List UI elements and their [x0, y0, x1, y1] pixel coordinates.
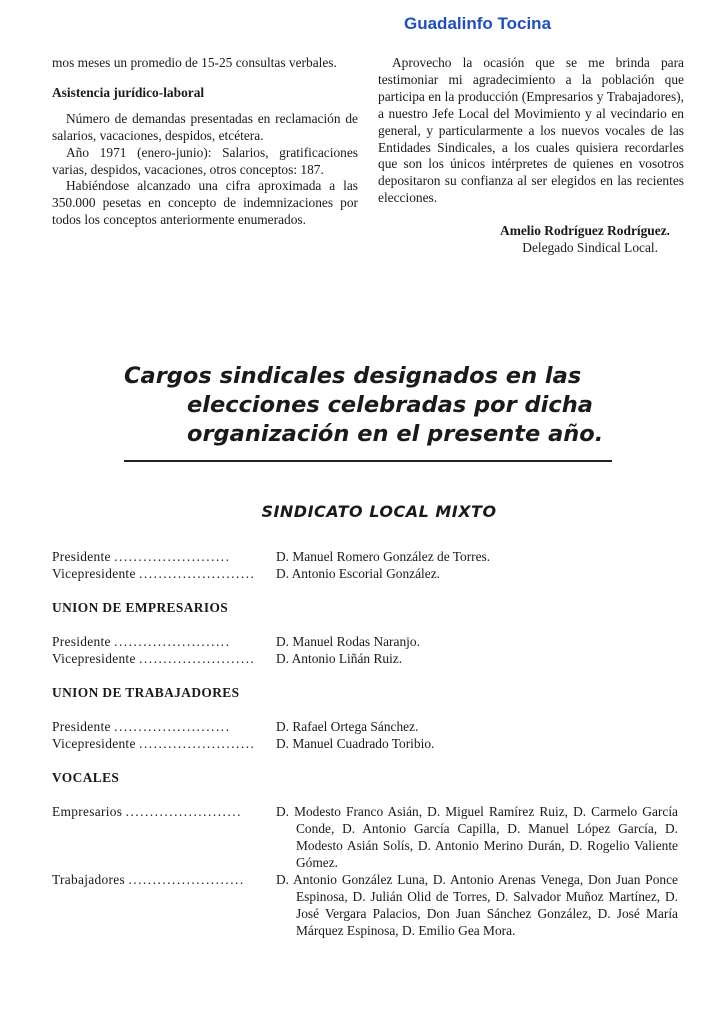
- leader-dots: ........................: [139, 736, 256, 751]
- role-cell: [52, 565, 276, 582]
- member-name: D. Antonio Liñán Ruiz.: [276, 651, 403, 666]
- role-label: Presidente: [52, 634, 111, 649]
- heading-rule: [124, 460, 612, 462]
- left-paragraph-1: Número de demandas presentadas en reclamación de salarios, vacaciones, despidos, etcétera.: [52, 110, 358, 143]
- member-name: D. Manuel Cuadrado Toribio.: [276, 736, 435, 751]
- role-cell: [52, 718, 276, 735]
- left-intro-paragraph: mos meses un promedio de 15-25 consultas verbales.: [52, 55, 337, 70]
- role-cell: [52, 803, 276, 871]
- right-paragraph-1: Aprovecho la ocasión que se me brinda para testimoniar mi agradecimiento a la población que participa en la producción (Empresarios y Trabajadores), a nuestro Jefe Local del Movimiento y al vecindario en general, y particularmente a los nuevos vocales de las Entidades Sindicales, a los cuales quisiera recordarles que son los únicos intérpretes de quienes en vosotros depositaron su confianza al ser elegidos en las recientes elecciones.: [378, 55, 684, 206]
- role-label: Vicepresidente: [52, 651, 136, 666]
- watermark: Guadalinfo Tocina: [404, 14, 552, 33]
- role-label: Empresarios: [52, 804, 123, 819]
- leader-dots: ........................: [125, 804, 242, 819]
- role-cell: [52, 735, 276, 752]
- member-names-cell: [276, 803, 678, 871]
- roster-row: [52, 633, 692, 650]
- section-title-trabajadores: UNION DE TRABAJADORES: [52, 685, 240, 700]
- member-names: D. Modesto Franco Asián, D. Miguel Ramírez Ruiz, D. Carmelo García Conde, D. Antonio García Capilla, D. Manuel López García, D. Modesto Asián Solís, D. Antonio Merino Durán, D. Rogelio Valiente Gómez.: [276, 804, 678, 870]
- leader-dots: ........................: [139, 566, 256, 581]
- roster-row: [52, 548, 692, 565]
- member-names: D. Antonio González Luna, D. Antonio Arenas Venega, Don Juan Ponce Espinosa, D. Julián Olid de Torres, D. Salvador Muñoz Martínez, D. José Vergara Palacios, Don Juan Sánchez González, D. José María Márquez Espinosa, D. Emilio Gea Mora.: [276, 872, 678, 938]
- subheading: [0, 502, 728, 521]
- leader-dots: ........................: [114, 634, 231, 649]
- leader-dots: ........................: [114, 549, 231, 564]
- role-label: Vicepresidente: [52, 736, 136, 751]
- left-paragraph-2: Año 1971 (enero-junio): Salarios, gratificaciones varias, despidos, vacaciones, otros conceptos: 187.: [52, 144, 358, 177]
- role-cell: [52, 548, 276, 565]
- roster-row: [52, 718, 692, 735]
- heading-line-1: Cargos sindicales designados en las: [124, 363, 582, 389]
- role-label: Vicepresidente: [52, 566, 136, 581]
- roster: [52, 548, 692, 939]
- heading-line-2: elecciones celebradas por dicha: [187, 392, 593, 418]
- role-cell: [52, 633, 276, 650]
- member-names-cell: [276, 871, 678, 939]
- role-label: Presidente: [52, 719, 111, 734]
- left-column: [52, 55, 358, 229]
- roster-row: [52, 650, 692, 667]
- right-column: [378, 55, 684, 257]
- roster-row: [52, 735, 692, 752]
- section-title-empresarios: UNION DE EMPRESARIOS: [52, 600, 229, 615]
- leader-dots: ........................: [128, 872, 245, 887]
- leader-dots: ........................: [139, 651, 256, 666]
- subheading-text: SINDICATO LOCAL MIXTO: [261, 502, 497, 521]
- member-name: D. Manuel Rodas Naranjo.: [276, 634, 420, 649]
- heading-line-3: organización en el presente año.: [187, 421, 604, 447]
- role-label: Presidente: [52, 549, 111, 564]
- roster-row: [52, 871, 692, 939]
- leader-dots: ........................: [114, 719, 231, 734]
- section-subtitle: Asistencia jurídico-laboral: [52, 84, 205, 100]
- role-cell: [52, 650, 276, 667]
- section-title-vocales: VOCALES: [52, 770, 120, 785]
- signature-role: Delegado Sindical Local.: [522, 240, 658, 256]
- member-name: D. Manuel Romero González de Torres.: [276, 549, 491, 564]
- roster-row: [52, 565, 692, 582]
- role-label: Trabajadores: [52, 872, 126, 887]
- main-heading: [124, 362, 614, 449]
- signature-name: Amelio Rodríguez Rodríguez.: [500, 223, 670, 239]
- member-name: D. Antonio Escorial González.: [276, 566, 440, 581]
- role-cell: [52, 871, 276, 939]
- left-paragraph-3: Habiéndose alcanzado una cifra aproximada a las 350.000 pesetas en concepto de indemnizaciones por todos los conceptos anteriormente enumerados.: [52, 178, 358, 228]
- roster-row: [52, 803, 692, 871]
- signature-block: [378, 223, 684, 257]
- member-name: D. Rafael Ortega Sánchez.: [276, 719, 419, 734]
